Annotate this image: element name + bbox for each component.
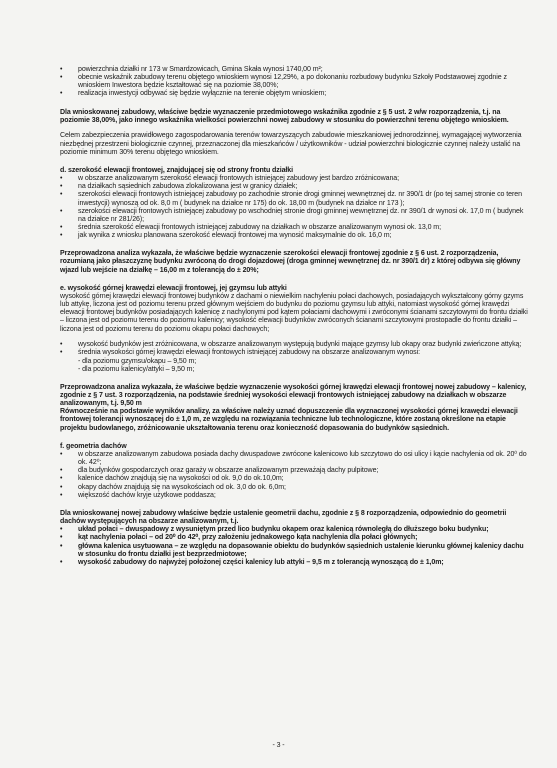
list-item: • realizacja inwestycji odbywać się będzie wyłącznie na terenie objętym wnioskiem; <box>76 90 529 98</box>
conclusion-area: Dla wnioskowanej zabudowy, właściwe będzie wyznaczenie przedmiotowego wskaźnika zgodnie z § 5 ust. 2 w/w rozporządzenia, t.j. na poziomie 38,00%, jako innego wskaźnika wielkości powierzchni nowej zabudowy w stosunku do powierzchni terenu objętego wnioskiem. <box>60 108 509 124</box>
section-e-intro: wysokość górnej krawędzi elewacji frontowej budynków z dachami o niewielkim nachyleniu połaci dachowych, posiadających wykształcony górny gzyms lub attykę, liczona jest od poziomu terenu przed głównym wejściem do budynku do poziomu gzymsu lub attyki, natomiast wysokość górnej krawędzi elewacji frontowej budynków posiadających kalenicę z nachylonymi pod kątem połaciami dachowymi i zwróconymi ścianami szczytowymi do frontu działki – liczona jest od poziomu terenu do poziomu kalenicy; wysokość elewacji budynków zwróconych ścianami szczytowymi prostopadle do frontu działki – liczona jest od poziomu terenu do poziomu okapu połaci dachowych; <box>60 292 528 333</box>
list-item: • układ połaci – dwuspadowy z wysuniętym przed lico budynku okapem oraz kalenicą równoległą do dłuższego boku budynku; <box>76 526 529 534</box>
list-item: • kalenice dachów znajdują się na wysokości od ok. 9,0 do ok.10,0m; <box>76 475 529 483</box>
section-f-final-list <box>60 526 529 567</box>
list-item: - dla poziomu kalenicy/attyki – 9,50 m; <box>78 365 195 373</box>
section-d-list <box>60 175 529 240</box>
section-f-conclusion: Dla wnioskowanej nowej zabudowy właściwe będzie ustalenie geometrii dachu, zgodnie z § 8 rozporządzenia, odpowiednio do geometrii dachów występujących na obszarze analizowanym, t.j. <box>60 509 507 526</box>
section-e-conclusion-2: Równocześnie na podstawie wyników analizy, za właściwe należy uznać dopuszczenie dla wyznaczonej wysokości górnej krawędzi elewacji frontowej tolerancji wynoszącej do ± 1,0 m, ze względu na rozwiązania techniczne lub technologiczne, które zostaną określone na etapie projektu budowlanego, zróżnicowanie ukształtowania terenu oraz konieczność dopasowania do budynków sąsiednich. <box>60 408 518 432</box>
list-item: • w obszarze analizowanym szerokość elewacji frontowych istniejącej zabudowy jest bardzo zróżnicowana; <box>76 175 529 183</box>
section-e-sublist <box>60 358 529 374</box>
list-item: • szerokości elewacji frontowych istniejącej zabudowy po wschodniej stronie drogi gminnej wewnętrznej dz. nr 390/1 dr wynosi ok. 17,0 m ( budynek na działce nr 281/26); <box>76 208 529 224</box>
list-item: • obecnie wskaźnik zabudowy terenu objętego wnioskiem wynosi 12,29%, a po dokonaniu rozbudowy budynku Szkoły Podstawowej zgodnie z wnioskiem Inwestora będzie kształtować się na poziomie 38,00%; <box>76 74 529 90</box>
list-item: • większość dachów kryje użytkowe poddasza; <box>76 492 529 500</box>
page-number: - 3 - <box>272 742 285 749</box>
note-bio: Celem zabezpieczenia prawidłowego zagospodarowania terenów towarzyszących zabudowie mieszkaniowej jednorodzinnej, wymagającej wytworzenia niezbędnej przestrzeni biologicznie czynnej, przeznaczonej dla mieszkańców / użytkowników - udział powierzchni biologicznie czynnej należy ustalić na poziomie minimum 30% terenu objętego wnioskiem. <box>60 132 522 156</box>
list-item: • wysokość zabudowy do najwyżej położonej części kalenicy lub attyki – 9,5 m z tolerancją wynoszącą do ± 1,0m; <box>76 559 529 567</box>
list-item: • średnia wysokości górnej krawędzi elewacji frontowych istniejącej zabudowy na obszarze analizowanym wynosi: <box>76 349 529 357</box>
intro-list <box>60 66 529 99</box>
list-item: - dla poziomu gzymsu/okapu – 9,50 m; <box>78 357 197 365</box>
list-item: • główna kalenica usytuowana – ze względu na dopasowanie obiektu do budynków sąsiednich ustalenie kierunku głównej kalenicy dachu w stosunku do frontu działki jest bezprzedmiotowe; <box>76 543 529 559</box>
list-item: • okapy dachów znajdują się na wysokościach od ok. 3,0 do ok. 6,0m; <box>76 484 529 492</box>
list-item: • kąt nachylenia połaci – od 20⁰ do 42⁰, przy założeniu jednakowego kąta nachylenia dla połaci głównych; <box>76 534 529 542</box>
section-e-heading: e. wysokość górnej krawędzi elewacji frontowej, jej gzymsu lub attyki <box>60 284 287 292</box>
list-item: • szerokości elewacji frontowych istniejącej zabudowy po zachodnie stronie drogi gminnej wewnętrznej dz. nr 390/1 dr (po tej samej stronie co teren inwestycji) wynoszą od ok. 8,0 m ( budynek na działce nr 175) do ok. 18,00 m (budynek na działce nr 173 ); <box>76 191 529 207</box>
list-item: • jak wynika z wniosku planowana szerokość elewacji frontowej ma wynosić maksymalnie do ok. 16,0 m; <box>76 232 529 240</box>
list-item: • średnia szerokość elewacji frontowych istniejącej zabudowy na działkach w obszarze analizowanym wynosi ok. 13,0 m; <box>76 224 529 232</box>
section-e-list <box>60 341 529 357</box>
list-item: • dla budynków gospodarczych oraz garaży w obszarze analizowanym przeważają dachy pulpitowe; <box>76 467 529 475</box>
section-d-conclusion: Przeprowadzona analiza wykazała, że właściwe będzie wyznaczenie szerokości elewacji frontowej zgodnie z § 6 ust. 2 rozporządzenia, rozumianą jako płaszczyznę budynku zwróconą do drogi dojazdowej (droga gminnej wewnętrznej dz. nr 390/1 dr) z której odbywa się główny wjazd lub wejście na działkę – 16,00 m z tolerancją do ± 20%; <box>60 250 521 274</box>
section-e-conclusion-1: Przeprowadzona analiza wykazała, że właściwe będzie wyznaczenie wysokości górnej krawędzi elewacji frontowej nowej zabudowy – kalenicy, zgodnie z § 7 ust. 3 rozporządzenia, na podstawie średniej wysokości elewacji frontowych istniejącej zabudowy na działkach w obszarze analizowanym, t.j. 9,50 m <box>60 383 527 408</box>
section-d-heading: d. szerokość elewacji frontowej, znajdującej się od strony frontu działki <box>60 166 294 174</box>
section-f-list <box>60 451 529 500</box>
list-item: • w obszarze analizowanym zabudowa posiada dachy dwuspadowe zwrócone kalenicowo lub szczytowo do osi ulicy i kącie nachylenia od ok. 20⁰ do ok. 42⁰; <box>76 451 529 467</box>
list-item: • wysokość budynków jest zróżnicowana, w obszarze analizowanym występują budynki mające gzymsy lub okapy oraz budynki zwieńczone attyką; <box>76 341 529 349</box>
list-item: • na działkach sąsiednich zabudowa zlokalizowana jest w granicy działek; <box>76 183 529 191</box>
section-f-heading: f. geometria dachów <box>60 442 127 450</box>
list-item: • powierzchnia działki nr 173 w Smardzowicach, Gmina Skała wynosi 1740,00 m²; <box>76 66 529 74</box>
